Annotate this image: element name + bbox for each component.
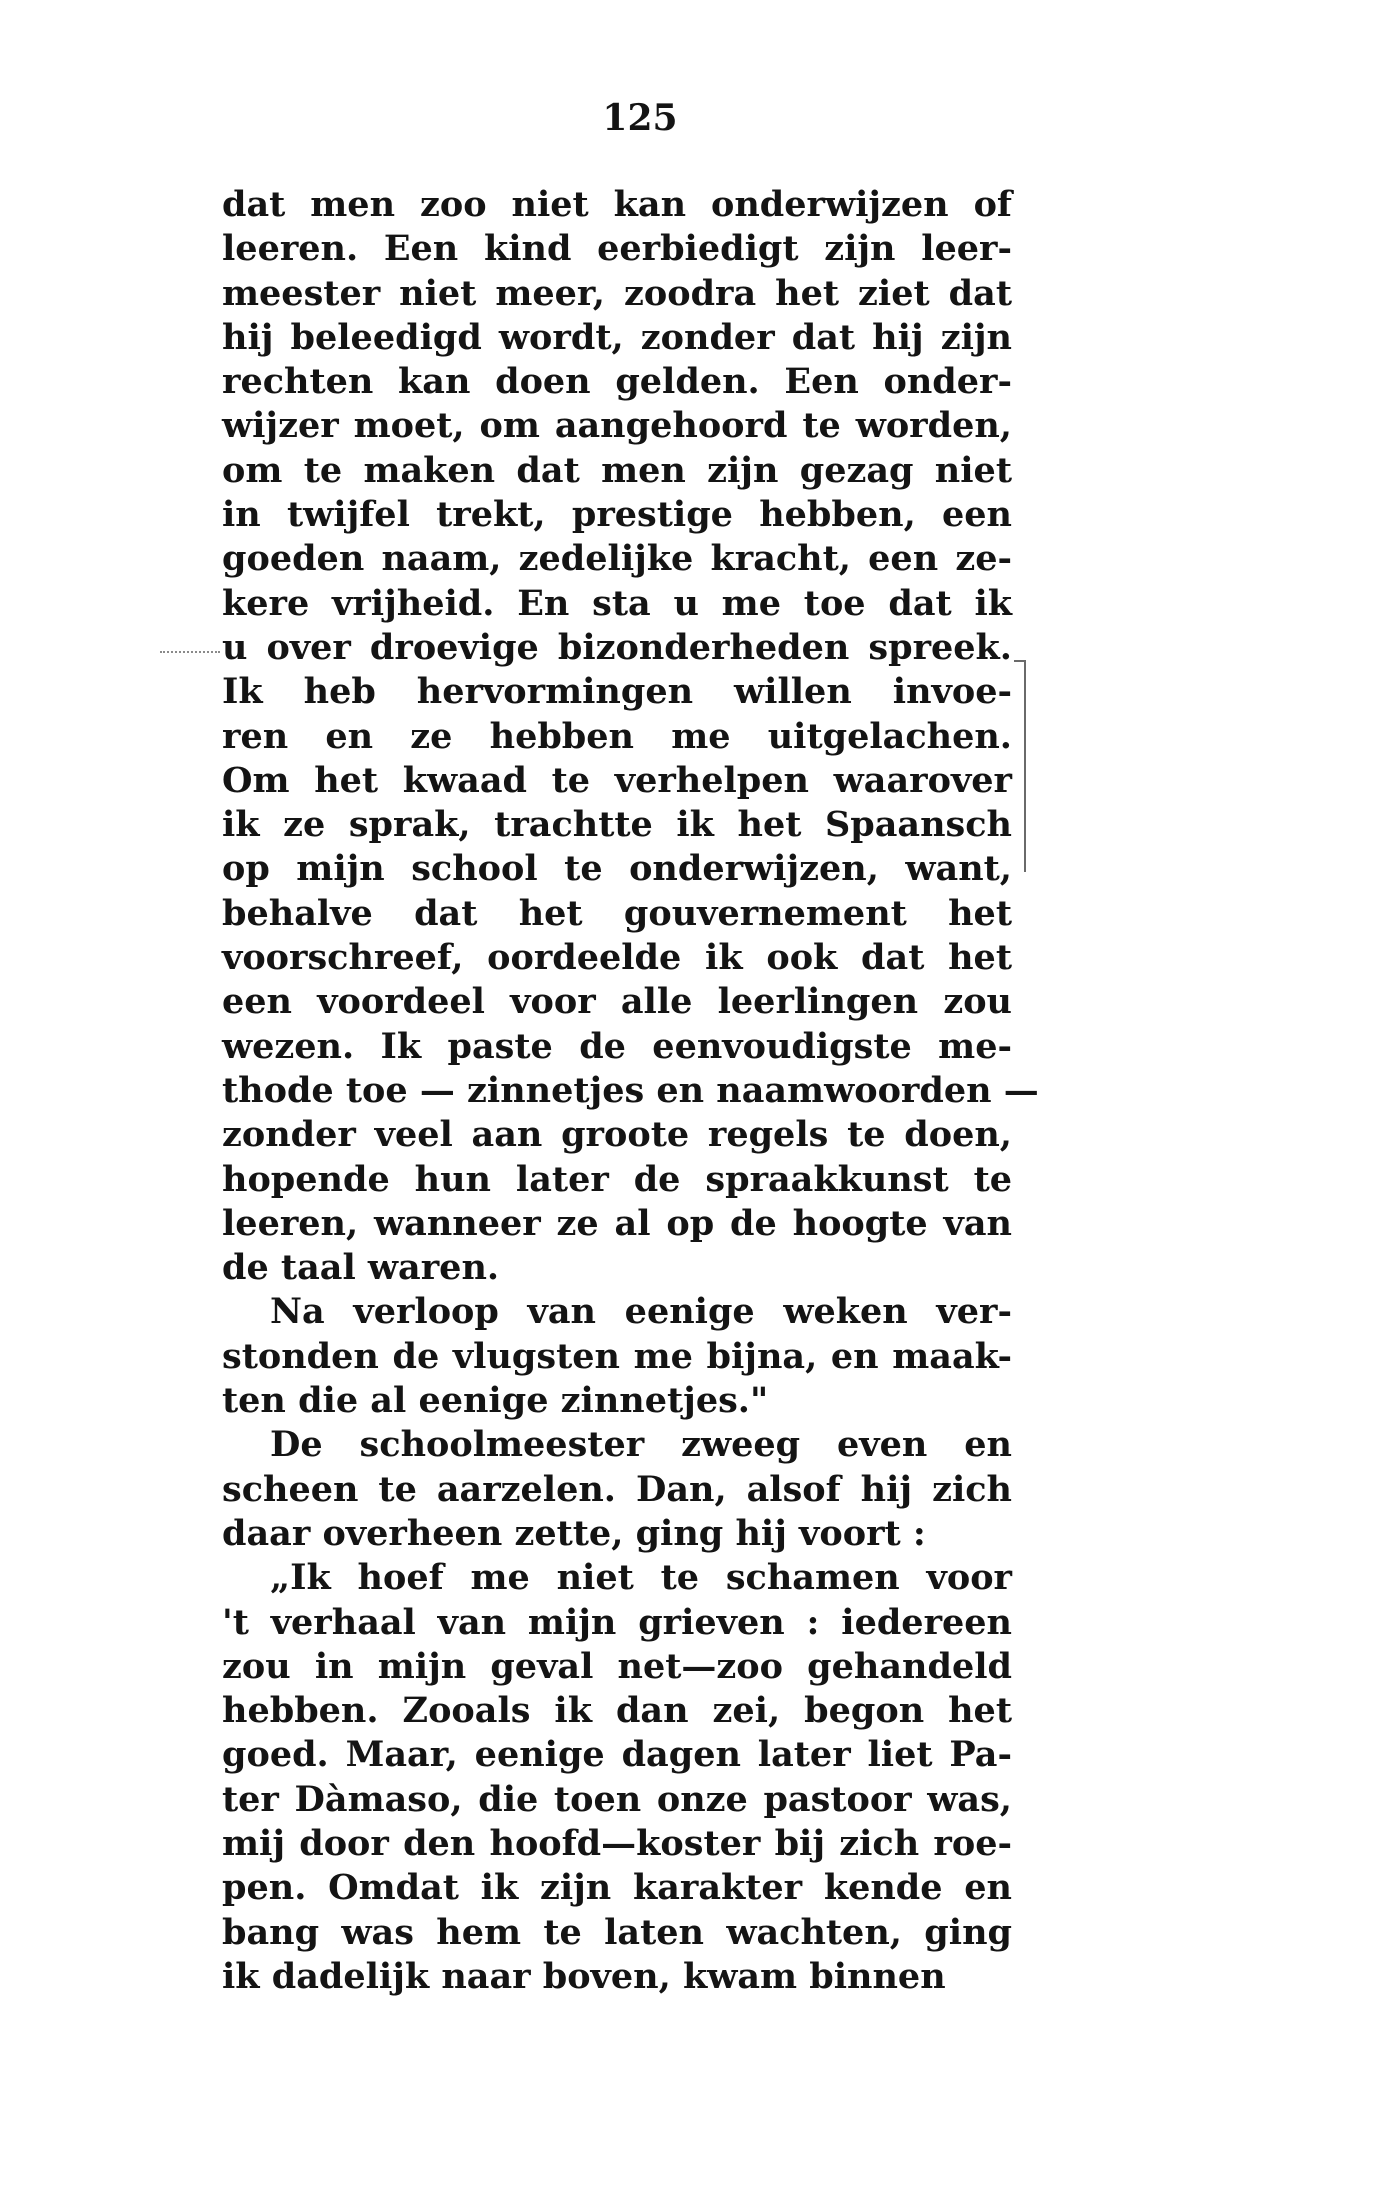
paragraph — [222, 183, 1039, 1290]
paragraph — [222, 1423, 1012, 1556]
text-line: om te maken dat men zijn gezag niet — [222, 449, 1012, 491]
text-line: daar overheen zette, ging hij voort : — [222, 1512, 926, 1554]
text-line: goed. Maar, eenige dagen later liet Pa- — [222, 1734, 1012, 1776]
page-number: 125 — [602, 97, 678, 139]
text-line: ren en ze hebben me uitgelachen. — [222, 715, 1012, 757]
text-line: Na verloop van eenige weken ver- — [270, 1291, 1012, 1333]
text-line: de taal waren. — [222, 1247, 500, 1289]
text-line: bang was hem te laten wachten, ging — [222, 1911, 1012, 1953]
text-line: rechten kan doen gelden. Een onder- — [222, 361, 1012, 403]
paragraph — [222, 1556, 1012, 1999]
text-line: voorschreef, oordeelde ik ook dat het — [222, 937, 1012, 979]
text-line: mij door den hoofd—koster bij zich roe- — [222, 1822, 1012, 1864]
margin-pencil-mark — [160, 651, 220, 653]
text-line: wijzer moet, om aangehoord te worden, — [222, 405, 1012, 447]
text-line: Ik heb hervormingen willen invoe- — [222, 671, 1012, 713]
body-text — [222, 183, 1039, 1999]
text-line: wezen. Ik paste de eenvoudigste me- — [222, 1025, 1012, 1067]
text-line: „Ik hoef me niet te schamen voor — [270, 1557, 1012, 1599]
text-line: goeden naam, zedelijke kracht, een ze- — [222, 538, 1012, 580]
paragraph — [222, 1290, 1012, 1423]
text-line: Om het kwaad te verhelpen waarover — [222, 759, 1012, 801]
text-line: meester niet meer, zoodra het ziet dat — [222, 272, 1012, 314]
text-line: u over droevige bizonderheden spreek. — [222, 626, 1012, 668]
text-line: in twijfel trekt, prestige hebben, een — [222, 494, 1012, 536]
text-line: ik dadelijk naar boven, kwam binnen — [222, 1955, 946, 1997]
text-line: dat men zoo niet kan onderwijzen of — [222, 184, 1012, 225]
text-line: ter Dàmaso, die toen onze pastoor was, — [222, 1778, 1012, 1820]
text-line: kere vrijheid. En sta u me toe dat ik — [222, 582, 1012, 624]
margin-bracket-mark — [1014, 660, 1026, 872]
text-line: thode toe — zinnetjes en naamwoorden — — [222, 1069, 1039, 1111]
text-line: ik ze sprak, trachtte ik het Spaansch — [222, 804, 1012, 846]
text-line: hopende hun later de spraakkunst te — [222, 1158, 1012, 1200]
text-line: De schoolmeester zweeg even en — [270, 1424, 1012, 1466]
text-line: zou in mijn geval net—zoo gehandeld — [222, 1645, 1012, 1687]
text-line: hij beleedigd wordt, zonder dat hij zijn — [222, 316, 1012, 358]
text-line: ten die al eenige zinnetjes." — [222, 1380, 769, 1422]
text-line: een voordeel voor alle leerlingen zou — [222, 981, 1012, 1023]
text-line: op mijn school te onderwijzen, want, — [222, 848, 1012, 890]
text-line: zonder veel aan groote regels te doen, — [222, 1114, 1012, 1156]
text-line: pen. Omdat ik zijn karakter kende en — [222, 1867, 1012, 1909]
text-line: stonden de vlugsten me bijna, en maak- — [222, 1335, 1012, 1377]
text-line: leeren, wanneer ze al op de hoogte van — [222, 1202, 1012, 1244]
text-line: behalve dat het gouvernement het — [222, 892, 1012, 934]
text-line: hebben. Zooals ik dan zei, begon het — [222, 1690, 1012, 1732]
text-line: scheen te aarzelen. Dan, alsof hij zich — [222, 1468, 1012, 1510]
text-line: 't verhaal van mijn grieven : iedereen — [222, 1601, 1012, 1643]
text-line: leeren. Een kind eerbiedigt zijn leer- — [222, 228, 1012, 270]
